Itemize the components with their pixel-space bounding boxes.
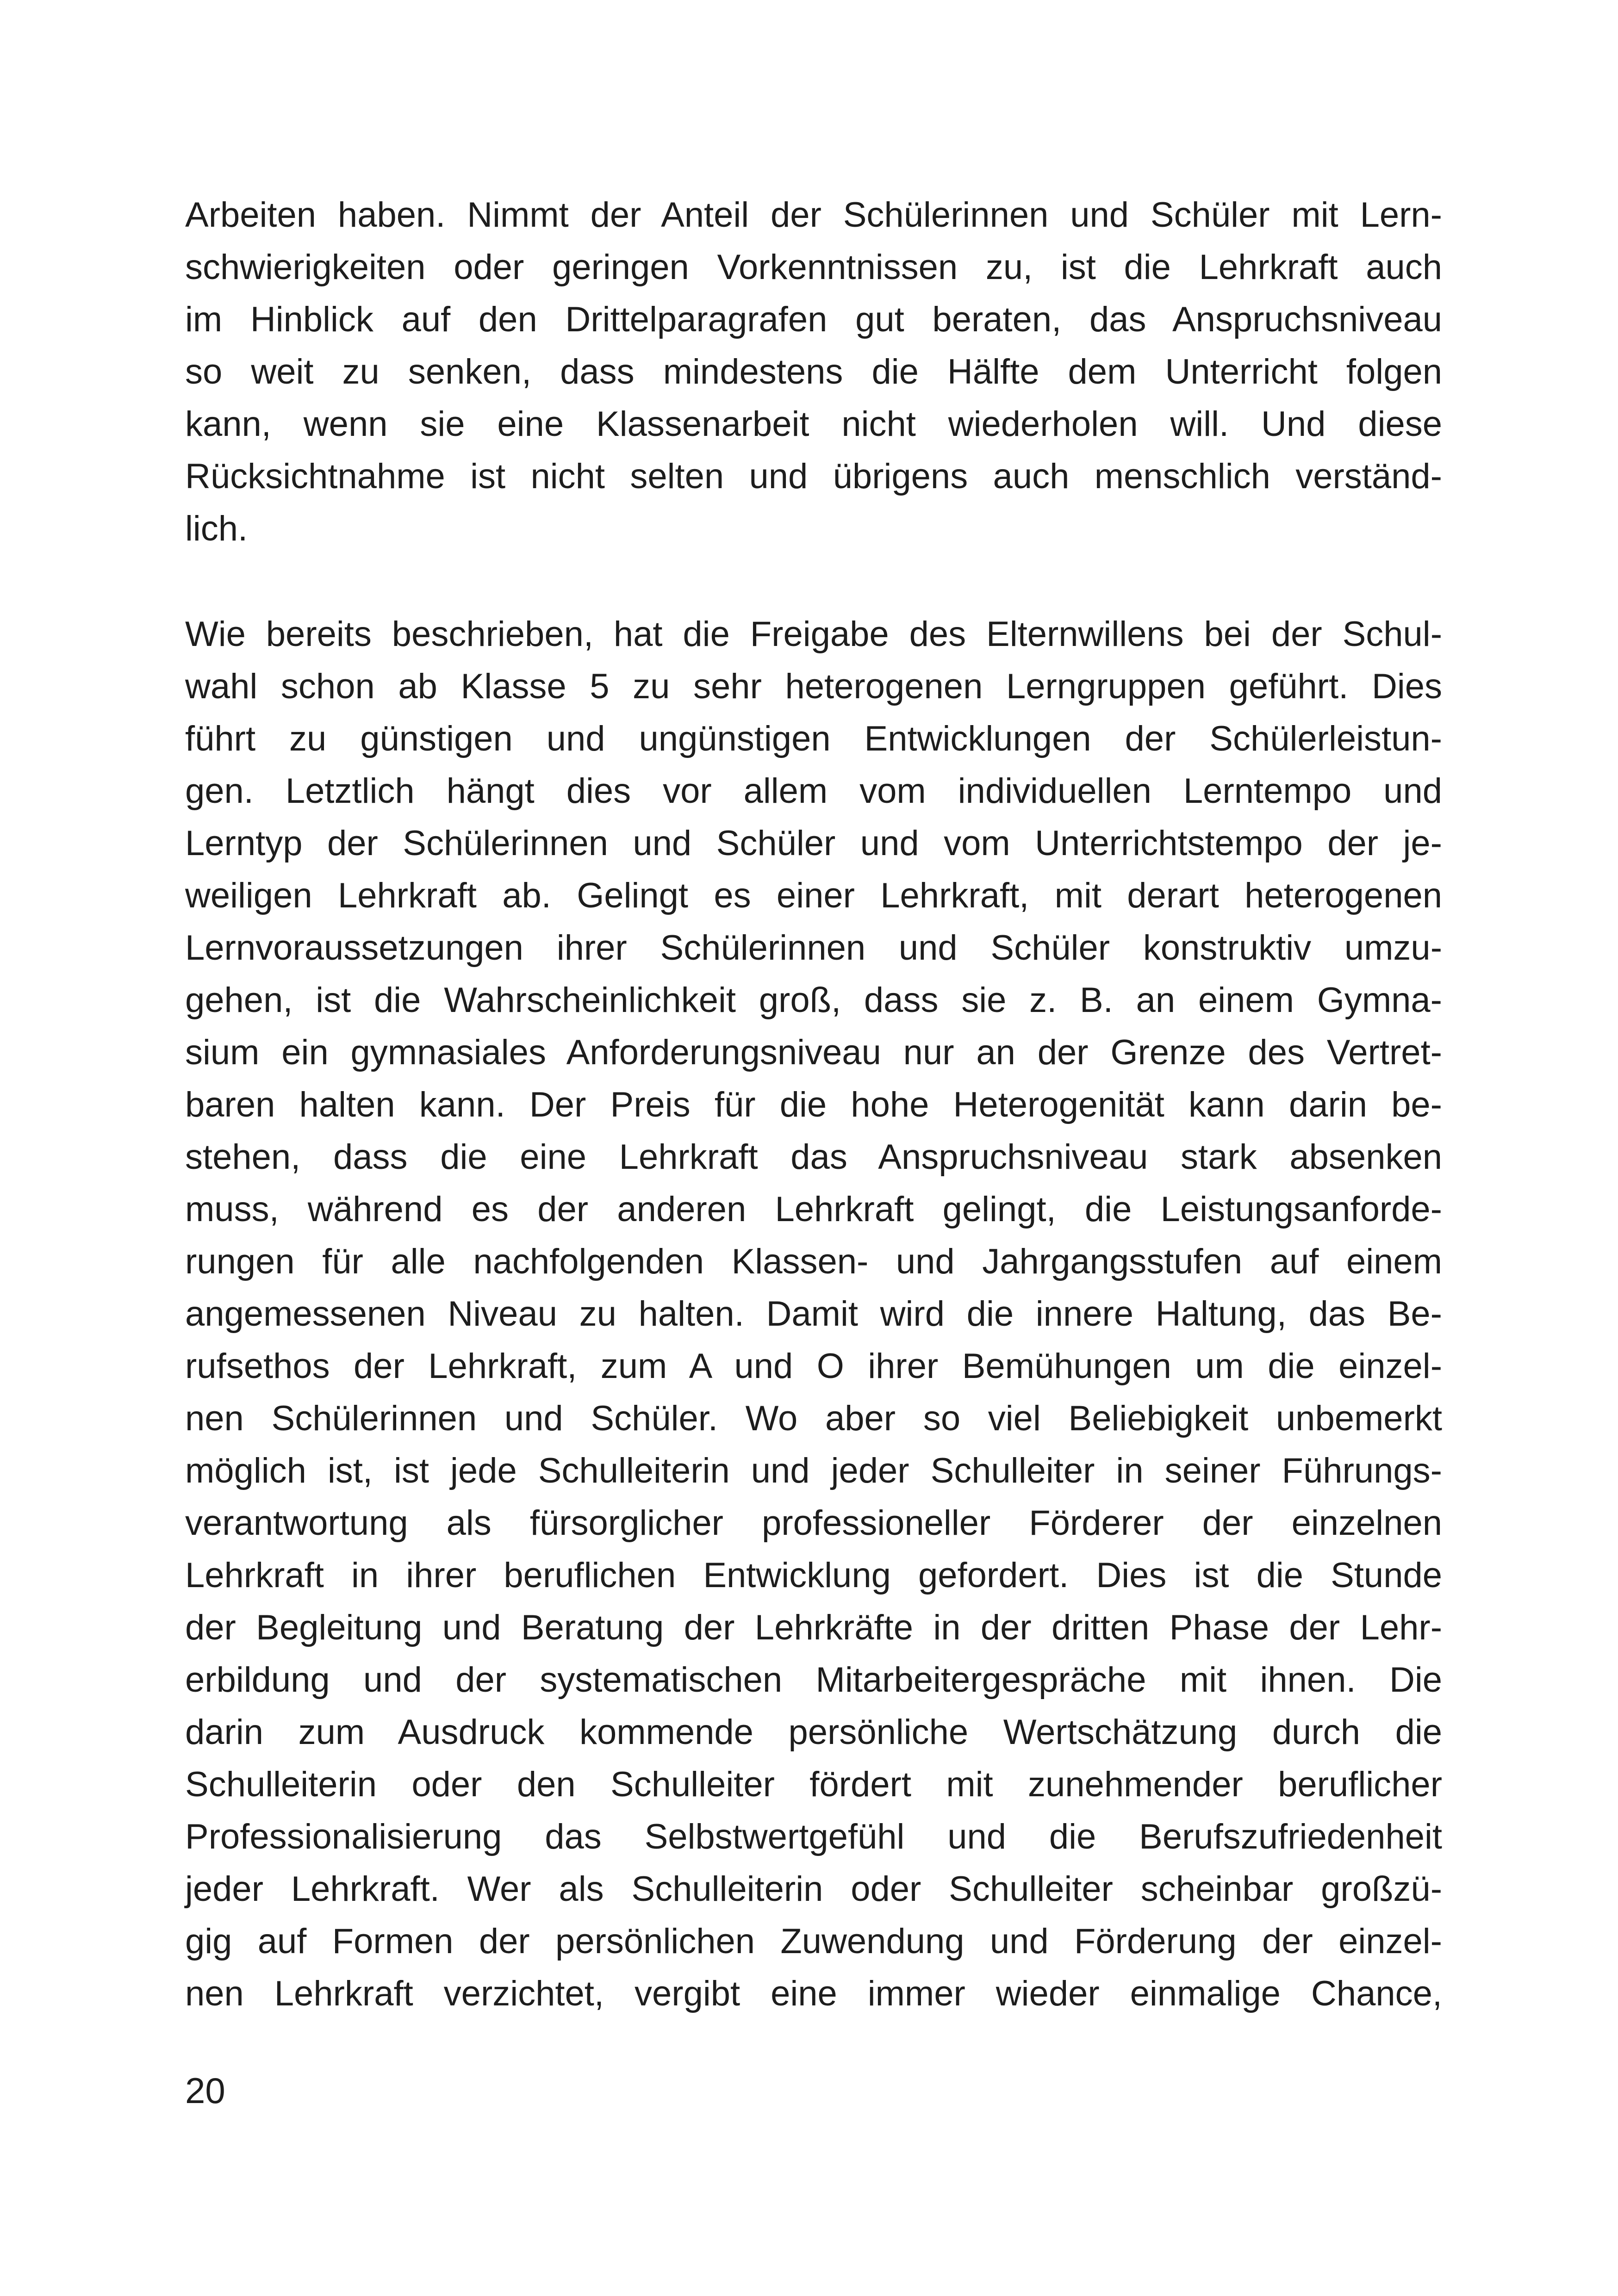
text-line: im Hinblick auf den Drittelparagrafen gut beraten, das Anspruchsniveau: [185, 300, 1442, 339]
text-line: gen. Letztlich hängt dies vor allem vom individuellen Lerntempo und: [185, 771, 1442, 811]
text-line: Professionalisierung das Selbstwertgefühl und die Berufszufriedenheit: [185, 1817, 1442, 1856]
text-line: gig auf Formen der persönlichen Zuwendung und Förderung der einzel-: [185, 1922, 1442, 1961]
text-line: Schulleiterin oder den Schulleiter fördert mit zunehmender beruflicher: [185, 1765, 1442, 1804]
text-line: darin zum Ausdruck kommende persönliche Wertschätzung durch die: [185, 1713, 1442, 1752]
text-line: Lernvoraussetzungen ihrer Schülerinnen und Schüler konstruktiv umzu-: [185, 928, 1442, 968]
text-line: so weit zu senken, dass mindestens die Hälfte dem Unterricht folgen: [185, 352, 1442, 391]
text-line: angemessenen Niveau zu halten. Damit wird die innere Haltung, das Be-: [185, 1294, 1442, 1334]
text-line: rungen für alle nachfolgenden Klassen- und Jahrgangsstufen auf einem: [185, 1242, 1442, 1281]
text-line: möglich ist, ist jede Schulleiterin und jeder Schulleiter in seiner Führungs-: [185, 1451, 1442, 1490]
text-line: lich.: [185, 509, 248, 548]
text-line: schwierigkeiten oder geringen Vorkenntnissen zu, ist die Lehrkraft auch: [185, 248, 1442, 287]
paragraph-1: [185, 189, 1442, 555]
text-line: stehen, dass die eine Lehrkraft das Anspruchsniveau stark absenken: [185, 1137, 1442, 1177]
page-number: 20: [185, 2070, 225, 2111]
text-line: muss, während es der anderen Lehrkraft gelingt, die Leistungsanforde-: [185, 1190, 1442, 1229]
paragraph-2: [185, 608, 1442, 2020]
text-line: Lerntyp der Schülerinnen und Schüler und vom Unterrichtstempo der je-: [185, 824, 1442, 863]
text-line: Arbeiten haben. Nimmt der Anteil der Schülerinnen und Schüler mit Lern-: [185, 195, 1442, 235]
text-line: sium ein gymnasiales Anforderungsniveau nur an der Grenze des Vertret-: [185, 1033, 1442, 1072]
text-line: nen Lehrkraft verzichtet, vergibt eine immer wieder einmalige Chance,: [185, 1974, 1442, 2013]
text-line: wahl schon ab Klasse 5 zu sehr heterogenen Lerngruppen geführt. Dies: [185, 667, 1442, 706]
text-line: nen Schülerinnen und Schüler. Wo aber so viel Beliebigkeit unbemerkt: [185, 1399, 1442, 1438]
text-line: der Begleitung und Beratung der Lehrkräfte in der dritten Phase der Lehr-: [185, 1608, 1442, 1647]
text-line: rufsethos der Lehrkraft, zum A und O ihrer Bemühungen um die einzel-: [185, 1347, 1442, 1386]
text-line: Lehrkraft in ihrer beruflichen Entwicklung gefordert. Dies ist die Stunde: [185, 1556, 1442, 1595]
text-line: gehen, ist die Wahrscheinlichkeit groß, dass sie z. B. an einem Gymna-: [185, 980, 1442, 1020]
text-line: Rücksichtnahme ist nicht selten und übrigens auch menschlich verständ-: [185, 457, 1442, 496]
text-line: jeder Lehrkraft. Wer als Schulleiterin oder Schulleiter scheinbar großzü-: [185, 1869, 1442, 1909]
text-line: führt zu günstigen und ungünstigen Entwicklungen der Schülerleistun-: [185, 719, 1442, 758]
text-line: weiligen Lehrkraft ab. Gelingt es einer Lehrkraft, mit derart heterogenen: [185, 876, 1442, 915]
text-line: kann, wenn sie eine Klassenarbeit nicht wiederholen will. Und diese: [185, 404, 1442, 444]
text-line: erbildung und der systematischen Mitarbeitergespräche mit ihnen. Die: [185, 1660, 1442, 1700]
text-line: verantwortung als fürsorglicher professioneller Förderer der einzelnen: [185, 1503, 1442, 1543]
text-line: Wie bereits beschrieben, hat die Freigabe des Elternwillens bei der Schul-: [185, 614, 1442, 654]
text-line: baren halten kann. Der Preis für die hohe Heterogenität kann darin be-: [185, 1085, 1442, 1124]
